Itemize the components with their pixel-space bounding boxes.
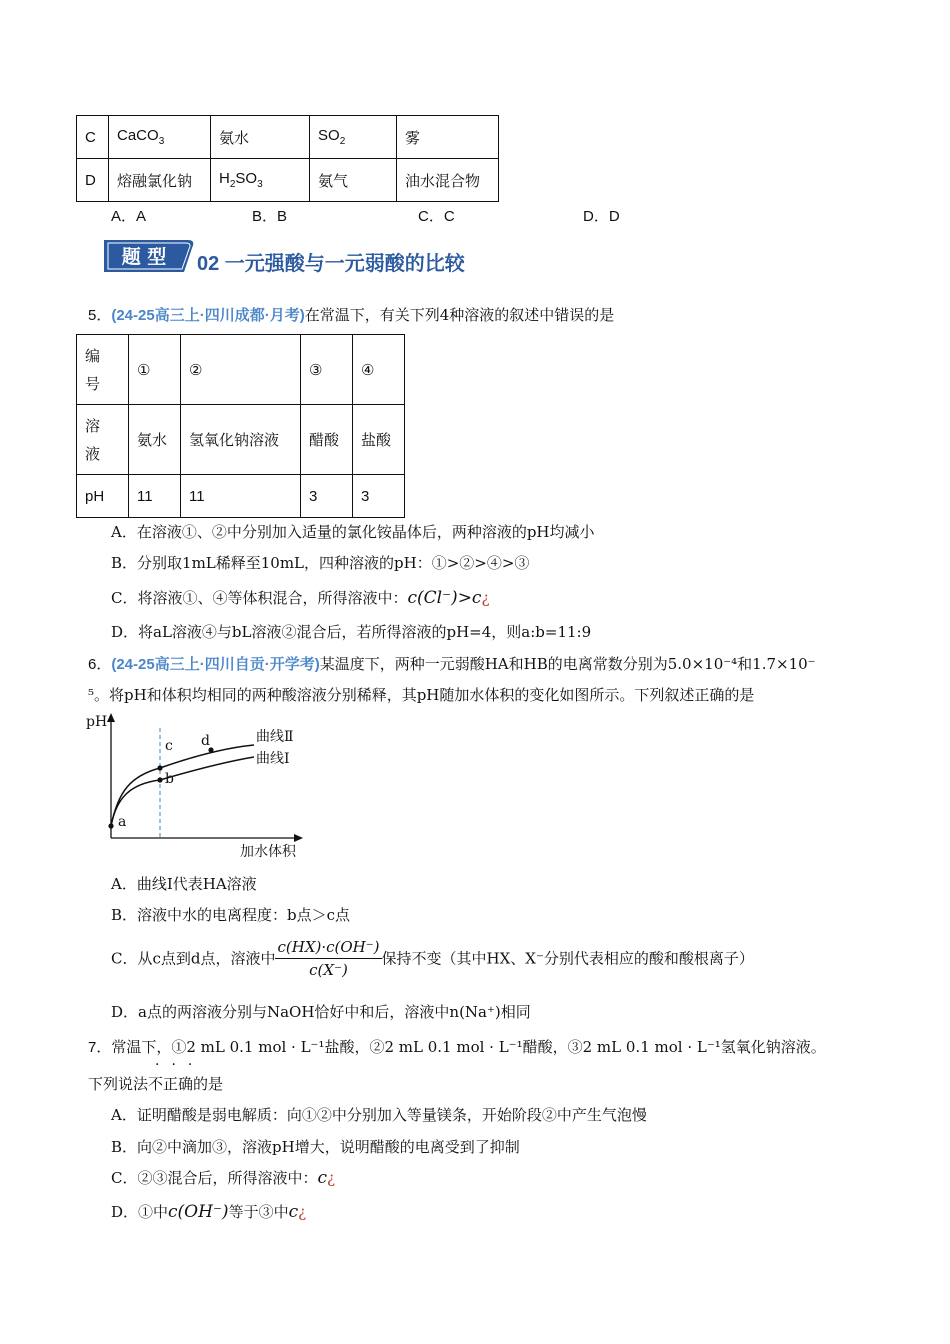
table-cell: CaCO$_3$ — [109, 116, 211, 159]
emphasis-dots: ··· — [155, 1057, 205, 1073]
q6-stem-line2: ⁵。将pH和体积均相同的两种酸溶液分别稀释，其pH随加水体积的变化如图所示。下列叙述正确的是 — [88, 686, 755, 704]
table-header-cell: ④ — [353, 335, 405, 405]
table-header-cell: ③ — [301, 335, 353, 405]
table-header-label: 编号 — [77, 335, 129, 405]
table-header-cell: ② — [181, 335, 301, 405]
label-b: b — [165, 771, 174, 787]
q6-option-c: C．从c点到d点，溶液中 $\frac{c(HX)\cdot c(OH^-)}{c(X^-)}$ 保持不变（其中HX、X⁻分别代表相应的酸和酸根离子） — [111, 938, 754, 979]
q5-stem: 5．(24-25高三上·四川成都·月考)在常温下，有关下列4种溶液的叙述中错误的是 — [88, 306, 615, 324]
point-a — [108, 823, 113, 828]
table-cell: 氨水 — [211, 116, 310, 159]
curve-ii — [111, 745, 254, 826]
q5-table — [76, 334, 405, 518]
q7-stem-line2: 下列说法不正确的是 — [88, 1075, 224, 1093]
table-cell: 氢氧化钠溶液 — [181, 405, 301, 475]
table-row-label: C — [77, 116, 109, 159]
curve-ii-label: 曲线Ⅱ — [256, 729, 294, 745]
table-row-label: pH — [77, 475, 129, 518]
q5-option-a: A．在溶液①、②中分别加入适量的氯化铵晶体后，两种溶液的pH均减小 — [111, 523, 595, 541]
q7-option-d: D．①中c(OH⁻)等于③中c¿ — [111, 1202, 307, 1222]
q7-option-b: B．向②中滴加③，溶液pH增大，说明醋酸的电离受到了抑制 — [111, 1138, 520, 1156]
option-d: D．D — [583, 208, 620, 225]
table-cell: 醋酸 — [301, 405, 353, 475]
table-cell: $SO_2$ — [310, 116, 397, 159]
table-cell: 盐酸 — [353, 405, 405, 475]
q6-option-d: D．a点的两溶液分别与NaOH恰好中和后，溶液中n(Na⁺)相同 — [111, 1003, 531, 1021]
x-axis-arrow — [294, 834, 303, 842]
q6-option-b: B．溶液中水的电离程度：b点＞c点 — [111, 906, 351, 924]
table-cell: 3 — [301, 475, 353, 518]
q6-option-a: A．曲线Ⅰ代表HA溶液 — [111, 875, 257, 893]
x-axis-label: 加水体积 — [240, 844, 296, 860]
q7-option-a: A．证明醋酸是弱电解质：向①②中分别加入等量镁条，开始阶段②中产生气泡慢 — [111, 1106, 647, 1124]
option-b: B．B — [252, 208, 288, 225]
section-badge-text: 题 型 — [121, 246, 167, 268]
option-c: C．C — [418, 208, 455, 225]
y-axis-arrow — [107, 713, 115, 722]
point-b — [157, 777, 162, 782]
q5-option-b: B．分别取1mL稀释至10mL，四种溶液的pH：①>②>④>③ — [111, 554, 530, 572]
q7-option-c: C．②③混合后，所得溶液中：c¿ — [111, 1168, 336, 1188]
table-header-cell: ① — [129, 335, 181, 405]
section-badge — [104, 238, 196, 274]
table-cell: 雾 — [397, 116, 499, 159]
curve-i — [111, 757, 254, 826]
label-d: d — [201, 733, 210, 749]
label-c: c — [165, 738, 173, 754]
q7-stem-line1: 7．常温下，①2 mL 0.1 mol · L⁻¹盐酸，②2 mL 0.1 mol · L⁻¹醋酸，③2 mL 0.1 mol · L⁻¹氢氧化钠溶液。 — [88, 1038, 826, 1056]
table-cell: 熔融氯化钠 — [109, 159, 211, 202]
q6-stem-line1: 6．(24-25高三上·四川自贡·开学考)某温度下，两种一元弱酸HA和HB的电离常数分别为5.0×10⁻⁴和1.7×10⁻ — [88, 655, 816, 673]
curve-i-label: 曲线Ⅰ — [256, 751, 290, 767]
q6-graph — [84, 710, 314, 860]
label-a: a — [118, 814, 127, 830]
table-cell: $H_2SO_3$ — [211, 159, 310, 202]
table-cell: 11 — [181, 475, 301, 518]
table-cell: 氨水 — [129, 405, 181, 475]
table-row-label: D — [77, 159, 109, 202]
point-c — [157, 765, 162, 770]
fraction: $\frac{c(HX)\cdot c(OH^-)}{c(X^-)}$ — [277, 938, 380, 979]
table-cell: 氨气 — [310, 159, 397, 202]
q5-option-c: C．将溶液①、④等体积混合，所得溶液中：c(Cl⁻)>c¿ — [111, 588, 490, 608]
table-substances — [76, 115, 499, 202]
table-row-label: 溶液 — [77, 405, 129, 475]
q5-option-d: D．将aL溶液④与bL溶液②混合后，若所得溶液的pH=4，则a:b=11:9 — [111, 623, 592, 641]
table-cell: 11 — [129, 475, 181, 518]
table-cell: 3 — [353, 475, 405, 518]
table-cell: 油水混合物 — [397, 159, 499, 202]
y-axis-label: pH — [86, 714, 108, 730]
section-title: 02 一元强酸与一元弱酸的比较 — [197, 253, 465, 275]
option-a: A．A — [111, 208, 147, 225]
